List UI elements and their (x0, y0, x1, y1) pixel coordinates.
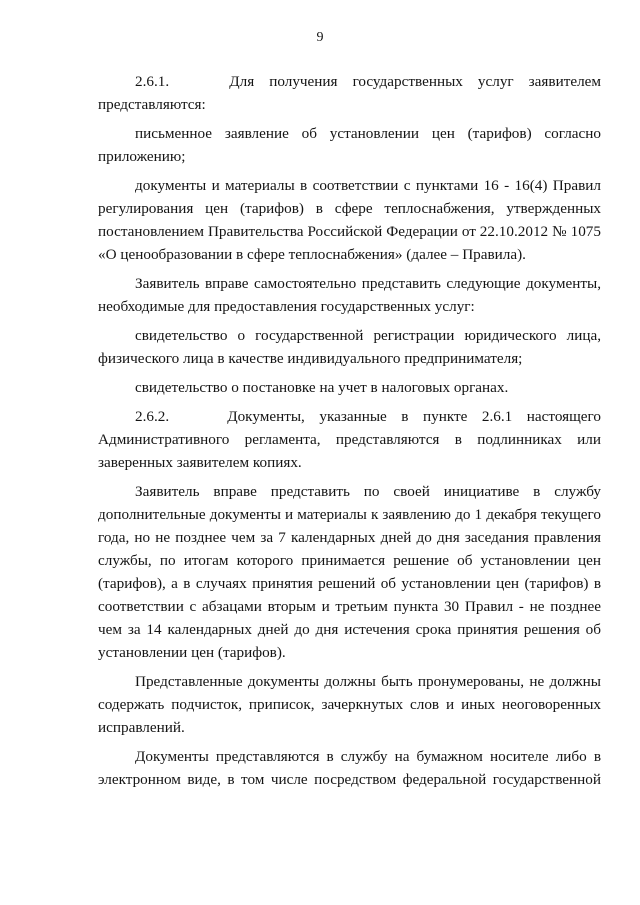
paragraph-additional-documents: Заявитель вправе представить по своей инициативе в службу дополнительные документы и материалы к заявлению до 1 декабря текущего года, но не позднее чем за 7 календарных дней до дня заседания правления службы, по итогам которого принимается решение об установлении цен (тарифов), а в случаях принятия решений об установлении цен (тарифов) в соответствии с абзацами вторым и третьим пункта 30 Правил - не позднее чем за 14 календарных дней до дня истечения срока принятия решения об установлении цен (тарифов). (98, 483, 601, 661)
paragraph-2-6-2: 2.6.2. Документы, указанные в пункте 2.6.1 настоящего Административного регламента, представляются в подлинниках или заверенных заявителем копиях. (98, 408, 601, 471)
paragraph-tax-certificate: свидетельство о постановке на учет в налоговых органах. (135, 379, 509, 396)
page-number: 9 (316, 30, 324, 45)
paragraph-applicant-may-submit: Заявитель вправе самостоятельно представить следующие документы, необходимые для предоставления государственных услуг: (98, 275, 601, 315)
paragraph-2-6-1: 2.6.1. Для получения государственных услуг заявителем представляются: (98, 73, 601, 113)
paragraph-registration-certificate: свидетельство о государственной регистрации юридического лица, физического лица в качестве индивидуального предпринимателя; (98, 327, 601, 367)
paragraph-submission-format: Документы представляются в службу на бумажном носителе либо в электронном виде, в том числе посредством федеральной государственной (98, 748, 601, 788)
document-body (98, 70, 601, 797)
paragraph-documents-materials: документы и материалы в соответствии с пунктами 16 - 16(4) Правил регулирования цен (тарифов) в сфере теплоснабжения, утвержденных постановлением Правительства Российской Федерации от 22.10.2012 № 1075 «О ценообразовании в сфере теплоснабжения» (далее – Правила). (98, 177, 601, 263)
paragraph-numbered-documents: Представленные документы должны быть пронумерованы, не должны содержать подчисток, приписок, зачеркнутых слов и иных неоговоренных исправлений. (98, 673, 601, 736)
paragraph-written-application: письменное заявление об установлении цен (тарифов) согласно приложению; (98, 125, 601, 165)
